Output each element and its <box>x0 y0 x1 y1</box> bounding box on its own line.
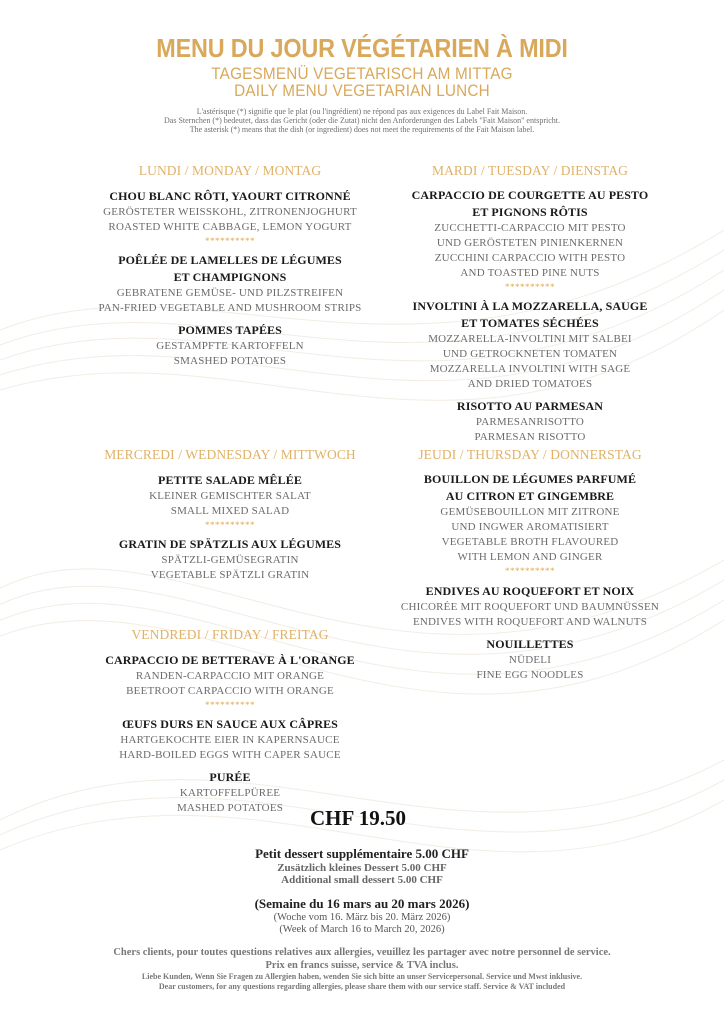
side-name: RISOTTO AU PARMESAN <box>456 399 604 413</box>
footer <box>0 946 724 992</box>
footer-allergy-german: Liebe Kunden, Wenn Sie Fragen zu Allergien haben, wenden Sie sich bitte an unser Servicepersonal. Service und Mwst inklusive. <box>141 972 583 981</box>
dish-name: ET CHAMPIGNONS <box>173 270 287 284</box>
dish-name: POÊLÉE DE LAMELLES DE LÉGUMES <box>118 253 342 267</box>
dish-name: ENDIVES AU ROQUEFORT ET NOIX <box>425 584 635 598</box>
dessert-info <box>0 846 724 886</box>
day-tuesday <box>370 162 690 445</box>
dish-german: GERÖSTETER WEISSKOHL, ZITRONENJOGHURT <box>103 206 357 218</box>
side-name: NOUILLETTES <box>486 637 574 651</box>
title-german: TAGESMENÜ VEGETARISCH AM MITTAG <box>211 64 513 83</box>
day-title-thursday: JEUDI / THURSDAY / DONNERSTAG <box>418 447 642 462</box>
dish-name: ET PIGNONS RÔTIS <box>472 205 588 219</box>
side-german: NÜDELI <box>508 654 552 666</box>
dish-english: ZUCCHINI CARPACCIO WITH PESTO <box>434 252 626 264</box>
day-title-monday: LUNDI / MONDAY / MONTAG <box>138 163 322 178</box>
dessert-german: Zusätzlich kleines Dessert 5.00 CHF <box>277 862 447 874</box>
separator: ********** <box>205 700 255 710</box>
side-english: PARMESAN RISOTTO <box>474 431 586 443</box>
dessert-english: Additional small dessert 5.00 CHF <box>281 874 443 886</box>
week-english: (Week of March 16 to March 20, 2026) <box>279 924 445 935</box>
side-german: PARMESANRISOTTO <box>475 416 585 428</box>
fait-maison-notes <box>0 107 724 134</box>
day-title-tuesday: MARDI / TUESDAY / DIENSTAG <box>431 163 629 178</box>
dish-english: WITH LEMON AND GINGER <box>457 551 603 563</box>
side-name: POMMES TAPÉES <box>178 323 282 337</box>
note-english: The asterisk (*) means that the dish (or ingredient) does not meet the requirements of the Fait Maison label. <box>189 125 535 134</box>
dish-english: MOZZARELLA INVOLTINI WITH SAGE <box>429 363 631 375</box>
dish-english: SMALL MIXED SALAD <box>170 505 290 517</box>
day-thursday <box>370 446 690 683</box>
dish-english: VEGETABLE SPÄTZLI GRATIN <box>150 569 310 581</box>
dish-name: AU CITRON ET GINGEMBRE <box>445 489 615 503</box>
day-monday <box>60 162 400 369</box>
week-german: (Woche vom 16. März bis 20. März 2026) <box>273 912 451 923</box>
dish-german: UND GERÖSTETEN PINIENKERNEN <box>436 237 624 249</box>
week-info <box>0 896 724 936</box>
footer-price-note: Prix en francs suisse, service & TVA inclus. <box>265 960 459 971</box>
dish-german: GEMÜSEBOUILLON MIT ZITRONE <box>440 506 620 518</box>
dish-german: MOZZARELLA-INVOLTINI MIT SALBEI <box>428 333 632 345</box>
dish-english: ROASTED WHITE CABBAGE, LEMON YOGURT <box>108 221 352 233</box>
dish-name: INVOLTINI À LA MOZZARELLA, SAUGE <box>412 299 648 313</box>
separator: ********** <box>205 520 255 530</box>
note-german: Das Sternchen (*) bedeutet, dass das Gericht (oder die Zutat) nicht den Anforderungen des Labels "Fait Maison" entspricht. <box>164 116 560 125</box>
title-english: DAILY MENU VEGETARIAN LUNCH <box>234 81 490 100</box>
dish-german: UND INGWER AROMATISIERT <box>451 521 609 533</box>
dish-english: VEGETABLE BROTH FLAVOURED <box>441 536 619 548</box>
dessert-french: Petit dessert supplémentaire 5.00 CHF <box>255 846 469 861</box>
side-name: PURÉE <box>209 770 251 784</box>
dish-name: ŒUFS DURS EN SAUCE AUX CÂPRES <box>122 717 338 731</box>
dish-english: HARD-BOILED EGGS WITH CAPER SAUCE <box>119 749 341 761</box>
side-english: MASHED POTATOES <box>176 802 284 814</box>
dish-english: BEETROOT CARPACCIO WITH ORANGE <box>126 685 334 697</box>
separator: ********** <box>505 282 555 292</box>
dish-english: ENDIVES WITH ROQUEFORT AND WALNUTS <box>412 616 648 628</box>
dish-german: GEBRATENE GEMÜSE- UND PILZSTREIFEN <box>116 287 344 299</box>
dish-name: PETITE SALADE MÊLÉE <box>158 473 302 487</box>
day-title-wednesday: MERCREDI / WEDNESDAY / MITTWOCH <box>104 447 356 462</box>
dish-english: AND TOASTED PINE NUTS <box>460 267 600 279</box>
dish-german: ZUCCHETTI-CARPACCIO MIT PESTO <box>434 222 626 234</box>
separator: ********** <box>505 566 555 576</box>
dish-german: KLEINER GEMISCHTER SALAT <box>149 490 311 502</box>
day-friday <box>60 626 400 816</box>
dish-name: BOUILLON DE LÉGUMES PARFUMÉ <box>423 472 637 486</box>
dish-german: RANDEN-CARPACCIO MIT ORANGE <box>135 670 325 682</box>
dish-german: UND GETROCKNETEN TOMATEN <box>442 348 618 360</box>
footer-allergy-french: Chers clients, pour toutes questions relatives aux allergies, veuillez les partager avec notre personnel de service. <box>113 947 611 958</box>
dish-name: CARPACCIO DE COURGETTE AU PESTO <box>411 188 649 202</box>
day-title-friday: VENDREDI / FRIDAY / FREITAG <box>131 627 329 642</box>
side-english: SMASHED POTATOES <box>173 355 287 367</box>
dish-name: CHOU BLANC RÔTI, YAOURT CITRONNÉ <box>109 189 351 203</box>
dish-german: SPÄTZLI-GEMÜSEGRATIN <box>161 554 299 566</box>
separator: ********** <box>205 236 255 246</box>
week-french: (Semaine du 16 mars au 20 mars 2026) <box>254 896 470 911</box>
footer-allergy-english: Dear customers, for any questions regarding allergies, please share them with our service staff. Service & VAT included <box>158 982 566 991</box>
dish-english: AND DRIED TOMATOES <box>467 378 593 390</box>
note-french: L'astérisque (*) signifie que le plat (ou l'ingrédient) ne répond pas aux exigences du Label Fait Maison. <box>196 107 528 116</box>
side-german: GESTAMPFTE KARTOFFELN <box>156 340 304 352</box>
day-wednesday <box>60 446 400 583</box>
dish-german: CHICORÉE MIT ROQUEFORT UND BAUMNÜSSEN <box>400 601 660 613</box>
title-french: MENU DU JOUR VÉGÉTARIEN À MIDI <box>156 33 568 63</box>
dish-name: ET TOMATES SÉCHÉES <box>461 316 599 330</box>
dish-german: HARTGEKOCHTE EIER IN KAPERNSAUCE <box>120 734 340 746</box>
side-german: KARTOFFELPÜREE <box>179 787 281 799</box>
dish-english: PAN-FRIED VEGETABLE AND MUSHROOM STRIPS <box>98 302 362 314</box>
dish-name: GRATIN DE SPÄTZLIS AUX LÉGUMES <box>118 537 342 551</box>
dish-name: CARPACCIO DE BETTERAVE À L'ORANGE <box>105 653 355 667</box>
side-english: FINE EGG NOODLES <box>476 669 584 681</box>
menu-price: CHF 19.50 <box>310 806 407 830</box>
